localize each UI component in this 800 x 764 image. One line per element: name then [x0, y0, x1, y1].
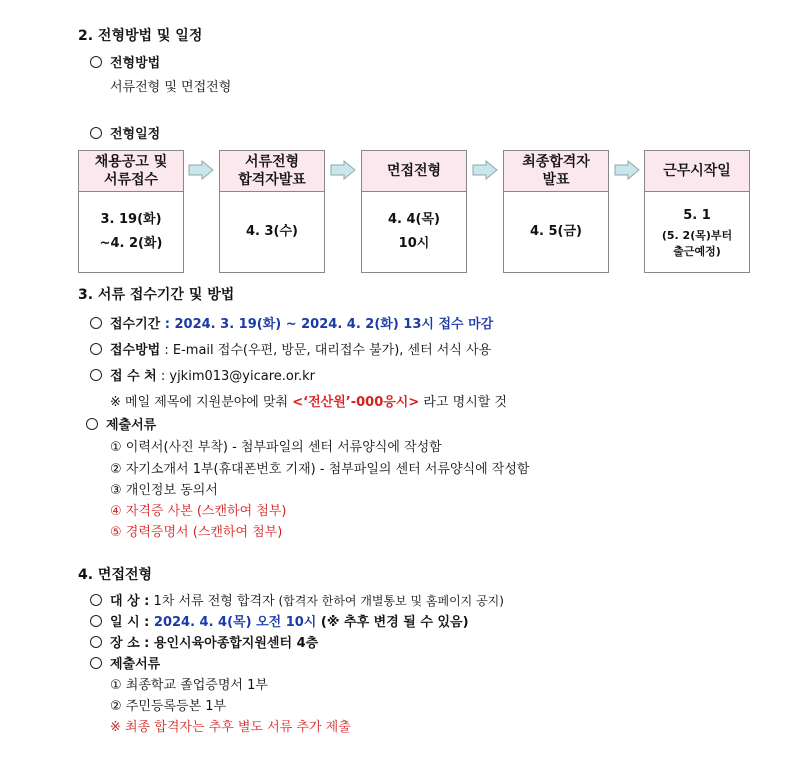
date-label: 일 시 :: [110, 615, 150, 630]
address-label: 접 수 처: [110, 369, 157, 384]
address-value: : yjkim013@yicare.or.kr: [156, 369, 316, 384]
docs-title-text: 제출서류: [106, 418, 157, 433]
method-label: 접수방법: [110, 343, 161, 358]
step-2-title: 서류전형 합격자발표: [220, 151, 324, 192]
step-4-title: 최종합격자 발표: [504, 151, 608, 192]
doc-item: ④ 자격증 사본 (스캔하여 첨부): [110, 504, 287, 519]
interview-doc-item: ① 최종학교 졸업증명서 1부: [110, 678, 268, 693]
step-5-body: [645, 192, 749, 272]
interview-doc-item: ② 주민등록등본 1부: [110, 699, 227, 714]
period-label: 접수기간: [110, 317, 161, 332]
circle-bullet-icon: [90, 343, 102, 355]
note-suffix: 라고 명시할 것: [419, 395, 507, 410]
step-1-line2: ~4. 2(화): [99, 236, 163, 251]
place-label: 장 소 :: [110, 636, 150, 651]
arrow-right-icon: [188, 160, 214, 180]
circle-bullet-icon: [90, 594, 102, 606]
doc-item: ① 이력서(사진 부착) - 첨부파일의 센터 서류양식에 작성함: [110, 440, 442, 455]
interview-docs-title-text: 제출서류: [110, 657, 161, 672]
target-row: [90, 590, 504, 609]
step-2: [219, 150, 325, 273]
target-label: 대 상 :: [110, 594, 150, 609]
target-note: (합격자 한하여 개별통보 및 홈페이지 공지): [274, 594, 504, 608]
section-3-heading: 3. 서류 접수기간 및 방법: [78, 287, 235, 303]
address-row: [90, 365, 315, 384]
step-4: [503, 150, 609, 273]
circle-bullet-icon: [90, 369, 102, 381]
step-3-body: [362, 192, 466, 272]
schedule-title-text: 전형일정: [110, 127, 161, 142]
interview-docs-title: [90, 653, 160, 672]
method-title-text: 전형방법: [110, 56, 161, 71]
circle-bullet-icon: [86, 418, 98, 430]
doc-item: ⑤ 경력증명서 (스캔하여 첨부): [110, 525, 283, 540]
step-5-note: (5. 2(목)부터 출근예정): [661, 229, 733, 258]
method-row: [90, 339, 491, 358]
docs-title: [86, 414, 156, 433]
schedule-title: [90, 123, 160, 142]
step-5-title: 근무시작일: [645, 151, 749, 192]
doc-item: ② 자기소개서 1부(휴대폰번호 기재) - 첨부파일의 센터 서류양식에 작성함: [110, 462, 530, 477]
circle-bullet-icon: [90, 636, 102, 648]
circle-bullet-icon: [90, 615, 102, 627]
step-2-line1: 4. 3(수): [246, 224, 298, 239]
date-note: (※ 추후 변경 될 수 있음): [316, 615, 469, 630]
step-5-line1: 5. 1: [683, 208, 711, 223]
step-1-body: [79, 192, 183, 272]
circle-bullet-icon: [90, 127, 102, 139]
period-row: [90, 313, 493, 332]
step-3: [361, 150, 467, 273]
period-value: 2024. 3. 19(화) ~ 2024. 4. 2(화) 13시 접수 마감: [174, 317, 494, 332]
arrow-right-icon: [472, 160, 498, 180]
method-title: [90, 52, 160, 71]
final-note: ※ 최종 합격자는 추후 별도 서류 추가 제출: [110, 720, 351, 735]
section-2-heading: 2. 전형방법 및 일정: [78, 28, 203, 44]
doc-item: ③ 개인정보 동의서: [110, 483, 218, 498]
step-1-title: 채용공고 및 서류접수: [79, 151, 183, 192]
note-prefix: ※ 메일 제목에 지원분야에 맞춰: [110, 395, 293, 410]
step-2-body: [220, 192, 324, 272]
date-row: [90, 611, 469, 630]
place-row: [90, 632, 318, 651]
date-value: 2024. 4. 4(목) 오전 10시: [149, 615, 317, 630]
arrow-right-icon: [330, 160, 356, 180]
note-highlight: <‘전산원’-000응시>: [292, 395, 420, 410]
step-4-body: [504, 192, 608, 272]
circle-bullet-icon: [90, 657, 102, 669]
step-3-title: 면접전형: [362, 151, 466, 192]
step-3-line2: 10시: [398, 236, 430, 251]
period-sep: :: [160, 317, 175, 332]
method-text: 서류전형 및 면접전형: [110, 80, 232, 95]
arrow-right-icon: [614, 160, 640, 180]
step-1-line1: 3. 19(화): [100, 212, 162, 227]
target-value: 1차 서류 전형 합격자: [149, 594, 275, 609]
place-value: 용인시육아종합지원센터 4층: [149, 636, 319, 651]
section-4-heading: 4. 면접전형: [78, 567, 153, 583]
step-4-line1: 4. 5(금): [530, 224, 582, 239]
method-value: : E-mail 접수(우편, 방문, 대리접수 불가), 센터 서식 사용: [160, 343, 492, 358]
step-3-line1: 4. 4(목): [388, 212, 440, 227]
circle-bullet-icon: [90, 56, 102, 68]
mail-subject-note: [110, 391, 507, 410]
step-1: [78, 150, 184, 273]
circle-bullet-icon: [90, 317, 102, 329]
step-5: [644, 150, 750, 273]
